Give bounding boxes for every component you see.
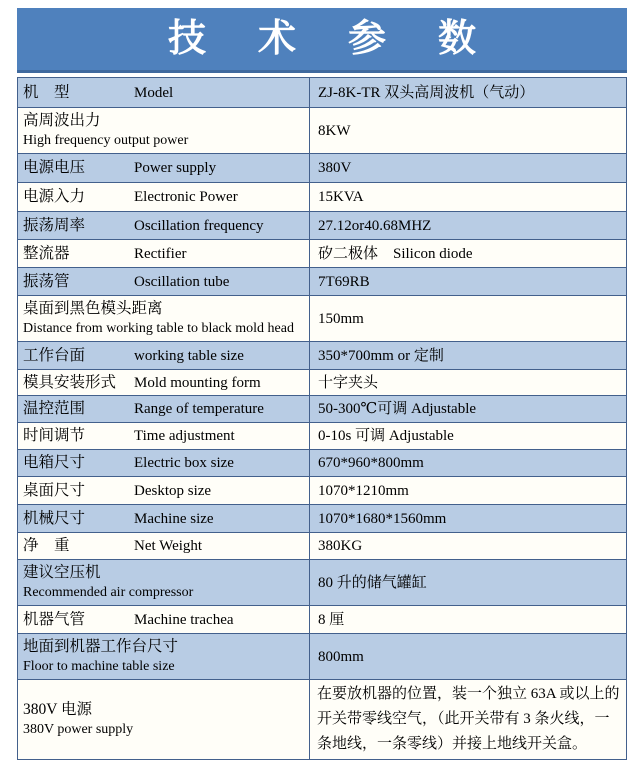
parameter-label-cell <box>18 477 310 505</box>
parameter-value: 380KG <box>310 533 627 560</box>
parameter-name-cn: 380V 电源 <box>23 701 93 718</box>
parameter-label-cell <box>18 634 310 680</box>
parameters-table-body <box>18 78 627 760</box>
parameter-name-en: Recommended air compressor <box>23 585 194 600</box>
parameter-name-en: Mold mounting form <box>134 374 261 391</box>
parameter-name-cn: 电源入力 <box>23 188 86 205</box>
table-row <box>18 477 627 505</box>
parameter-name-en: Floor to machine table size <box>23 659 175 674</box>
parameter-name-en: Model <box>134 84 174 101</box>
parameter-label-cell <box>18 680 310 760</box>
table-row <box>18 533 627 560</box>
parameter-name-en: Power supply <box>134 160 217 176</box>
parameters-table <box>17 77 627 760</box>
parameter-name-cn: 整流器 <box>23 244 70 262</box>
parameter-name-en: Rectifier <box>134 245 187 262</box>
parameter-value: 80 升的储气罐缸 <box>310 560 627 606</box>
parameter-label-cell <box>18 78 310 108</box>
table-row <box>18 183 627 212</box>
parameter-label-cell <box>18 606 310 634</box>
parameter-name-en: 380V power supply <box>23 722 134 737</box>
parameter-label-cell <box>18 450 310 477</box>
parameter-name-cn: 机器气管 <box>23 610 86 628</box>
parameter-name-en: Distance from working table to black mold head <box>23 321 294 336</box>
table-row <box>18 296 627 342</box>
table-row <box>18 108 627 154</box>
parameter-value: 27.12or40.68MHZ <box>310 212 627 240</box>
parameter-name-cn: 温控范围 <box>23 400 86 417</box>
parameter-name-cn: 振荡周率 <box>23 216 86 234</box>
table-row <box>18 560 627 606</box>
parameter-name-en: Machine trachea <box>134 611 234 628</box>
parameter-name-cn: 高周波出力 <box>23 112 101 129</box>
parameter-name-en: High frequency output power <box>23 133 189 148</box>
parameter-name-en: Time adjustment <box>134 428 235 444</box>
parameter-label-cell <box>18 268 310 296</box>
table-row <box>18 212 627 240</box>
parameter-label-cell <box>18 423 310 450</box>
parameter-name-cn: 电源电压 <box>23 159 86 176</box>
parameter-name-en: Net Weight <box>134 538 203 554</box>
parameter-name-cn: 时间调节 <box>23 427 86 444</box>
parameter-name-en: working table size <box>134 347 244 364</box>
parameter-name-en: Desktop size <box>134 482 212 499</box>
parameter-label-cell <box>18 342 310 370</box>
parameter-label-cell <box>18 533 310 560</box>
parameter-label-cell <box>18 505 310 533</box>
parameter-label-cell <box>18 240 310 268</box>
parameter-value: 在要放机器的位置，装一个独立 63A 或以上的开关带零线空气，（此开关带有 3 条火线，一条地线，一条零线）并接上地线开关盒。 <box>310 680 627 760</box>
table-row <box>18 423 627 450</box>
parameter-label-cell <box>18 560 310 606</box>
parameter-label-cell <box>18 154 310 183</box>
table-row <box>18 240 627 268</box>
parameter-value: 15KVA <box>310 183 627 212</box>
parameter-value: 7T69RB <box>310 268 627 296</box>
parameter-value: 矽二极体 Silicon diode <box>310 240 627 268</box>
parameter-name-en: Electric box size <box>134 455 234 471</box>
parameter-name-cn: 电箱尺寸 <box>23 454 86 471</box>
table-row <box>18 268 627 296</box>
table-row <box>18 370 627 396</box>
table-row <box>18 606 627 634</box>
table-row <box>18 505 627 533</box>
parameter-value: 1070*1680*1560mm <box>310 505 627 533</box>
parameter-value: 8 厘 <box>310 606 627 634</box>
parameter-name-en: Machine size <box>134 510 214 527</box>
parameter-name-cn: 地面到机器工作台尺寸 <box>23 638 179 655</box>
parameter-name-cn: 桌面到黑色模头距离 <box>23 300 163 317</box>
parameter-value: 0-10s 可调 Adjustable <box>310 423 627 450</box>
table-row <box>18 680 627 760</box>
table-row <box>18 342 627 370</box>
table-row <box>18 634 627 680</box>
parameter-name-cn: 模具安装形式 <box>23 373 117 391</box>
parameter-name-en: Range of temperature <box>134 401 264 417</box>
parameter-value: 1070*1210mm <box>310 477 627 505</box>
parameter-name-cn: 桌面尺寸 <box>23 481 86 499</box>
parameter-name-cn: 机 型 <box>23 83 70 101</box>
parameter-name-cn: 工作台面 <box>23 346 86 364</box>
parameter-label-cell <box>18 212 310 240</box>
table-title-banner <box>17 8 627 73</box>
parameter-label-cell <box>18 370 310 396</box>
parameter-label-cell <box>18 183 310 212</box>
parameter-value: 380V <box>310 154 627 183</box>
parameter-name-en: Oscillation tube <box>134 273 230 290</box>
parameter-name-en: Oscillation frequency <box>134 217 264 234</box>
parameter-name-cn: 振荡管 <box>23 272 70 290</box>
parameter-name-en: Electronic Power <box>134 189 238 205</box>
parameter-value: 50-300℃可调 Adjustable <box>310 396 627 423</box>
parameter-value: 十字夹头 <box>310 370 627 396</box>
table-row <box>18 78 627 108</box>
parameter-value: ZJ-8K-TR 双头高周波机（气动） <box>310 78 627 108</box>
parameter-name-cn: 净 重 <box>23 537 70 554</box>
parameter-label-cell <box>18 296 310 342</box>
parameter-value: 150mm <box>310 296 627 342</box>
parameter-label-cell <box>18 108 310 154</box>
parameter-name-cn: 机械尺寸 <box>23 509 86 527</box>
page-title: 技 术 参 数 <box>167 18 483 60</box>
parameter-value: 670*960*800mm <box>310 450 627 477</box>
parameter-value: 350*700mm or 定制 <box>310 342 627 370</box>
parameter-value: 800mm <box>310 634 627 680</box>
parameter-value: 8KW <box>310 108 627 154</box>
table-row <box>18 396 627 423</box>
table-row <box>18 154 627 183</box>
parameter-name-cn: 建议空压机 <box>23 564 101 581</box>
table-row <box>18 450 627 477</box>
parameter-label-cell <box>18 396 310 423</box>
